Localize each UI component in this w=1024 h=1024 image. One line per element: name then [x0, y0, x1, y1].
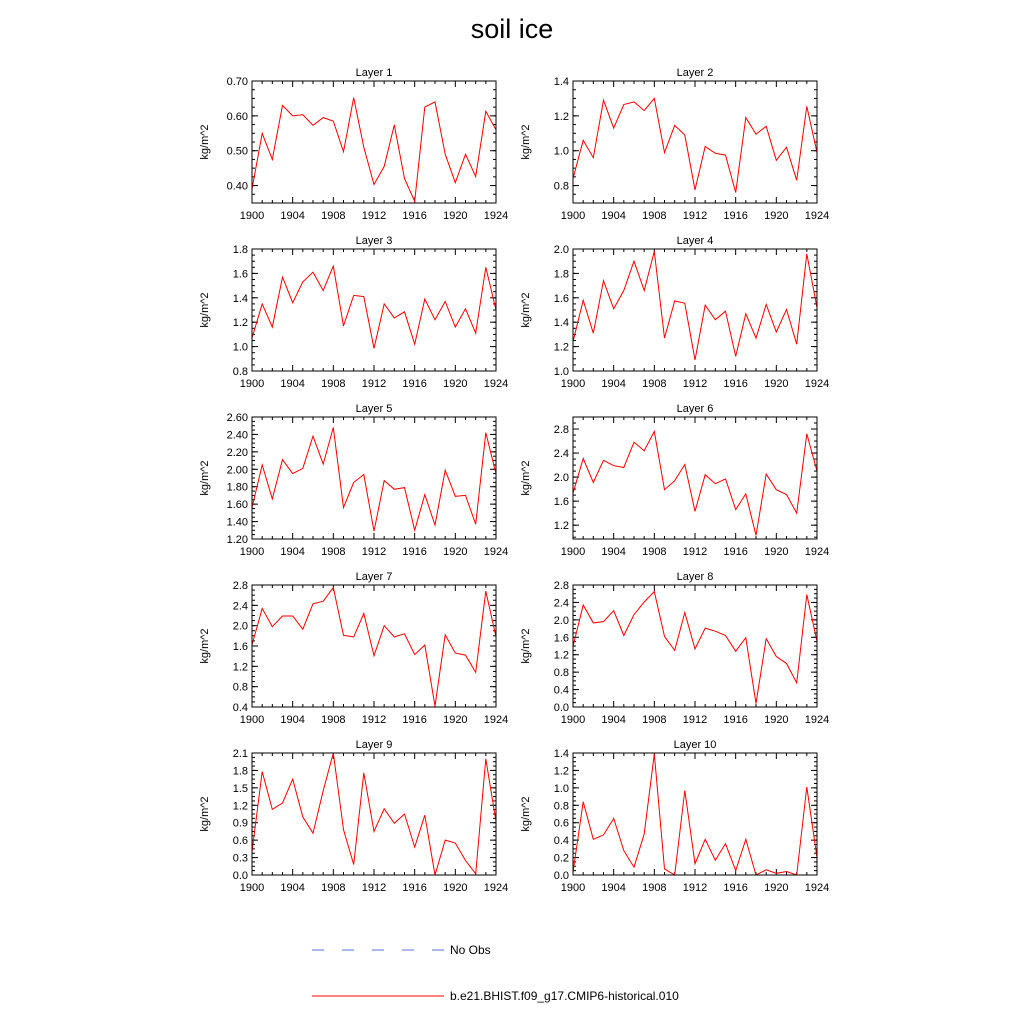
panel-layer-10: [520, 739, 829, 894]
x-tick-label: 1912: [682, 714, 708, 726]
y-tick-label: 0.8: [553, 800, 569, 813]
x-tick-label: 1920: [764, 546, 789, 558]
y-tick-label: 0.9: [232, 817, 248, 830]
x-tick-label: 1916: [402, 546, 427, 558]
x-tick-label: 1908: [642, 378, 667, 390]
y-tick-label: 2.40: [226, 429, 248, 442]
y-tick-label: 1.2: [553, 110, 569, 123]
x-tick-label: 1916: [723, 714, 748, 726]
x-tick-label: 1904: [280, 546, 305, 558]
y-tick-label: 0.0: [553, 702, 569, 714]
x-tick-label: 1900: [239, 210, 265, 222]
legend-item: [312, 943, 491, 957]
x-tick-label: 1904: [280, 714, 305, 726]
y-axis-label: kg/m^2: [199, 292, 211, 328]
panel-title: Layer 9: [355, 739, 393, 751]
panel-title: Layer 10: [673, 739, 717, 751]
x-tick-label: 1924: [483, 378, 509, 390]
x-tick-label: 1916: [402, 882, 427, 894]
panel-title: Layer 8: [676, 571, 714, 583]
x-tick-label: 1912: [361, 210, 387, 222]
y-tick-label: 0.0: [232, 870, 248, 882]
x-tick-label: 1904: [280, 378, 305, 390]
y-tick-label: 1.2: [553, 520, 569, 533]
y-axis-label: kg/m^2: [199, 124, 211, 160]
x-tick-label: 1916: [723, 882, 748, 894]
y-tick-label: 1.6: [232, 641, 248, 653]
x-tick-label: 1920: [443, 882, 468, 894]
y-tick-label: 2.00: [226, 464, 248, 477]
series-line: [252, 98, 496, 202]
plot-frame: [573, 249, 817, 371]
y-tick-label: 0.70: [226, 76, 248, 88]
plot-frame: [252, 585, 496, 707]
y-axis-label: kg/m^2: [520, 628, 532, 664]
x-tick-label: 1920: [764, 378, 789, 390]
y-tick-label: 1.4: [553, 317, 569, 330]
y-tick-label: 1.0: [553, 782, 569, 795]
y-tick-label: 0.0: [553, 870, 569, 882]
x-tick-label: 1920: [443, 714, 468, 726]
x-tick-label: 1908: [321, 882, 346, 894]
x-tick-label: 1920: [443, 546, 468, 558]
legend-label: No Obs: [450, 943, 491, 957]
panel-title: Layer 7: [355, 571, 393, 583]
y-tick-label: 1.4: [553, 748, 569, 760]
x-tick-label: 1912: [361, 882, 387, 894]
panel-layer-1: [199, 67, 508, 222]
y-tick-label: 2.4: [553, 448, 569, 461]
series-line: [573, 431, 817, 535]
x-tick-label: 1904: [280, 882, 305, 894]
y-tick-label: 2.8: [553, 580, 569, 592]
y-tick-label: 2.4: [553, 597, 569, 610]
x-tick-label: 1908: [642, 882, 667, 894]
y-tick-label: 1.2: [232, 661, 248, 674]
y-tick-label: 1.6: [232, 268, 248, 281]
y-tick-label: 0.8: [232, 681, 248, 694]
x-tick-label: 1912: [682, 378, 708, 390]
x-tick-label: 1912: [361, 546, 387, 558]
y-tick-label: 2.8: [553, 424, 569, 437]
x-tick-label: 1900: [239, 378, 265, 390]
y-tick-label: 1.4: [232, 292, 248, 305]
x-tick-label: 1904: [601, 546, 626, 558]
y-tick-label: 2.20: [226, 446, 248, 459]
y-axis-label: kg/m^2: [520, 292, 532, 328]
y-tick-label: 1.80: [226, 481, 248, 494]
y-tick-label: 0.6: [553, 817, 569, 830]
x-tick-label: 1912: [682, 546, 708, 558]
x-tick-label: 1920: [443, 378, 468, 390]
y-tick-label: 1.0: [553, 366, 569, 378]
y-tick-label: 1.2: [553, 649, 569, 662]
legend-item: [312, 989, 679, 1003]
series-line: [252, 266, 496, 348]
y-tick-label: 1.8: [553, 268, 569, 281]
panel-title: Layer 4: [676, 235, 714, 247]
y-tick-label: 2.60: [226, 412, 248, 424]
panel-layer-5: [199, 403, 508, 558]
y-tick-label: 0.2: [553, 852, 569, 865]
series-line: [573, 754, 817, 875]
figure-title: soil ice: [470, 14, 554, 44]
x-tick-label: 1900: [560, 714, 586, 726]
y-tick-label: 1.0: [553, 145, 569, 158]
y-tick-label: 2.4: [232, 600, 248, 613]
panel-layer-2: [520, 67, 829, 222]
y-axis-label: kg/m^2: [520, 124, 532, 160]
y-tick-label: 0.6: [232, 835, 248, 848]
series-line: [252, 428, 496, 532]
y-tick-label: 0.8: [553, 667, 569, 680]
panel-title: Layer 5: [355, 403, 393, 415]
x-tick-label: 1904: [601, 210, 626, 222]
x-tick-label: 1904: [601, 882, 626, 894]
x-tick-label: 1912: [361, 378, 387, 390]
series-line: [573, 251, 817, 360]
x-tick-label: 1924: [483, 882, 509, 894]
y-tick-label: 2.0: [553, 614, 569, 627]
x-tick-label: 1924: [483, 210, 509, 222]
y-tick-label: 0.50: [226, 145, 248, 158]
legend-label: b.e21.BHIST.f09_g17.CMIP6-historical.010: [450, 989, 679, 1003]
y-tick-label: 2.0: [232, 620, 248, 633]
x-tick-label: 1924: [804, 546, 830, 558]
y-tick-label: 0.60: [226, 110, 248, 123]
x-tick-label: 1904: [601, 378, 626, 390]
y-tick-label: 0.8: [553, 180, 569, 193]
y-tick-label: 1.2: [232, 800, 248, 813]
x-tick-label: 1916: [723, 210, 748, 222]
y-tick-label: 1.20: [226, 534, 248, 546]
x-tick-label: 1924: [804, 210, 830, 222]
series-line: [252, 753, 496, 875]
y-tick-label: 0.4: [553, 684, 569, 697]
x-tick-label: 1924: [804, 882, 830, 894]
chart-panels: [199, 67, 829, 894]
y-axis-label: kg/m^2: [199, 460, 211, 496]
x-tick-label: 1904: [280, 210, 305, 222]
x-tick-label: 1916: [402, 210, 427, 222]
y-tick-label: 0.8: [232, 366, 248, 378]
panel-title: Layer 1: [355, 67, 393, 79]
plot-frame: [573, 585, 817, 707]
y-tick-label: 1.60: [226, 499, 248, 512]
x-tick-label: 1900: [560, 210, 586, 222]
x-tick-label: 1916: [723, 546, 748, 558]
panel-title: Layer 2: [676, 67, 714, 79]
x-tick-label: 1900: [239, 714, 265, 726]
y-tick-label: 1.5: [232, 782, 248, 795]
y-tick-label: 2.8: [232, 580, 248, 592]
y-tick-label: 0.4: [553, 835, 569, 848]
x-tick-label: 1924: [804, 714, 830, 726]
series-line: [252, 588, 496, 707]
plot-frame: [252, 249, 496, 371]
series-line: [573, 592, 817, 704]
plot-frame: [252, 753, 496, 875]
y-tick-label: 1.6: [553, 496, 569, 509]
x-tick-label: 1908: [642, 210, 667, 222]
y-tick-label: 1.8: [232, 765, 248, 778]
plot-frame: [573, 753, 817, 875]
y-tick-label: 1.2: [553, 765, 569, 778]
series-line: [573, 98, 817, 192]
y-axis-label: kg/m^2: [199, 796, 211, 832]
x-tick-label: 1908: [321, 210, 346, 222]
y-tick-label: 2.0: [553, 244, 569, 256]
x-tick-label: 1920: [764, 882, 789, 894]
x-tick-label: 1904: [601, 714, 626, 726]
x-tick-label: 1912: [682, 882, 708, 894]
panel-layer-9: [199, 739, 508, 894]
x-tick-label: 1916: [402, 378, 427, 390]
x-tick-label: 1924: [483, 546, 509, 558]
y-tick-label: 1.2: [232, 317, 248, 330]
panel-layer-8: [520, 571, 829, 726]
y-tick-label: 1.2: [553, 341, 569, 354]
y-tick-label: 1.6: [553, 292, 569, 305]
x-tick-label: 1900: [560, 378, 586, 390]
x-tick-label: 1924: [483, 714, 509, 726]
x-tick-label: 1920: [443, 210, 468, 222]
panel-layer-3: [199, 235, 508, 390]
x-tick-label: 1920: [764, 714, 789, 726]
chart-legend: [312, 943, 679, 1003]
y-tick-label: 2.0: [553, 472, 569, 485]
x-tick-label: 1920: [764, 210, 789, 222]
panel-layer-7: [199, 571, 508, 726]
x-tick-label: 1908: [321, 546, 346, 558]
panel-title: Layer 6: [676, 403, 714, 415]
plot-frame: [252, 417, 496, 539]
y-tick-label: 0.40: [226, 180, 248, 193]
x-tick-label: 1916: [402, 714, 427, 726]
y-tick-label: 0.3: [232, 852, 248, 865]
y-axis-label: kg/m^2: [520, 796, 532, 832]
panel-layer-6: [520, 403, 829, 558]
x-tick-label: 1908: [321, 378, 346, 390]
y-tick-label: 1.6: [553, 632, 569, 645]
y-tick-label: 1.8: [232, 244, 248, 256]
x-tick-label: 1912: [682, 210, 708, 222]
y-tick-label: 0.4: [232, 702, 248, 714]
y-tick-label: 1.40: [226, 516, 248, 529]
plot-frame: [573, 81, 817, 203]
plot-frame: [573, 417, 817, 539]
x-tick-label: 1912: [361, 714, 387, 726]
x-tick-label: 1900: [560, 882, 586, 894]
x-tick-label: 1924: [804, 378, 830, 390]
y-axis-label: kg/m^2: [199, 628, 211, 664]
y-tick-label: 1.0: [232, 341, 248, 354]
x-tick-label: 1908: [321, 714, 346, 726]
x-tick-label: 1900: [239, 882, 265, 894]
x-tick-label: 1900: [239, 546, 265, 558]
x-tick-label: 1908: [642, 714, 667, 726]
x-tick-label: 1908: [642, 546, 667, 558]
y-axis-label: kg/m^2: [520, 460, 532, 496]
x-tick-label: 1900: [560, 546, 586, 558]
y-tick-label: 2.1: [232, 748, 248, 760]
x-tick-label: 1916: [723, 378, 748, 390]
panel-title: Layer 3: [355, 235, 393, 247]
y-tick-label: 1.4: [553, 76, 569, 88]
panel-layer-4: [520, 235, 829, 390]
